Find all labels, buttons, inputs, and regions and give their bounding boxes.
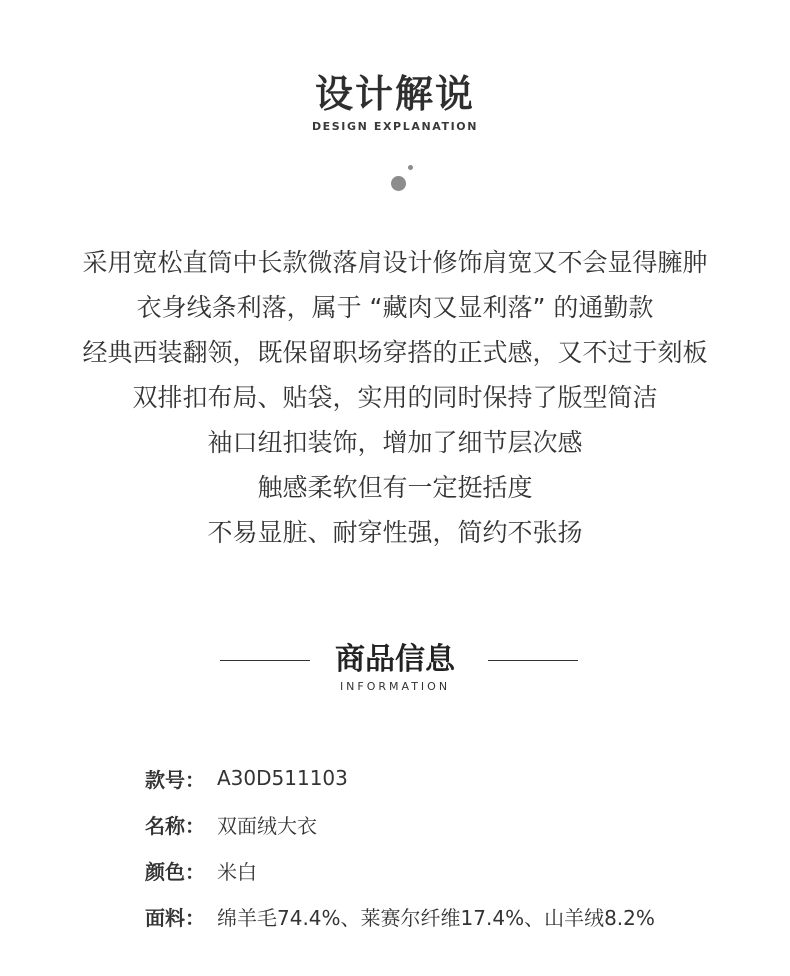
title-rule-right <box>488 660 578 661</box>
decorative-dot-large <box>391 176 406 191</box>
decorative-dot-small <box>408 165 413 170</box>
spec-label: 颜色： <box>145 859 205 884</box>
spec-row-name <box>145 801 655 847</box>
design-title: 设计解说 <box>314 72 475 116</box>
design-description <box>0 240 790 555</box>
spec-row-fabric <box>145 893 655 939</box>
spec-value: 双面绒大衣 <box>217 813 317 838</box>
spec-row-color <box>145 847 655 893</box>
description-line: 触感柔软但有一定挺括度 <box>257 473 533 502</box>
spec-row-style-number <box>145 755 655 801</box>
design-subtitle: DESIGN EXPLANATION <box>311 120 479 133</box>
spec-list <box>145 755 655 939</box>
description-line: 双排扣布局、贴袋，实用的同时保持了版型简洁 <box>132 383 658 412</box>
description-line: 经典西装翻领，既保留职场穿搭的正式感，又不过于刻板 <box>82 338 708 367</box>
spec-label: 款号： <box>145 767 205 792</box>
spec-value: 米白 <box>217 859 257 884</box>
spec-value: 绵羊毛74.4%、莱赛尔纤维17.4%、山羊绒8.2% <box>217 905 655 930</box>
info-title: 商品信息 <box>335 642 455 677</box>
info-subtitle: INFORMATION <box>339 680 451 693</box>
description-line: 采用宽松直筒中长款微落肩设计修饰肩宽又不会显得臃肿 <box>82 248 708 277</box>
description-line: 衣身线条利落，属于 “藏肉又显利落” 的通勤款 <box>136 293 654 322</box>
spec-value: A30D511103 <box>217 766 348 790</box>
spec-label: 名称： <box>145 813 205 838</box>
description-line: 不易显脏、耐穿性强，简约不张扬 <box>207 518 583 547</box>
description-line: 袖口纽扣装饰，增加了细节层次感 <box>207 428 583 457</box>
spec-label: 面料： <box>145 905 205 930</box>
